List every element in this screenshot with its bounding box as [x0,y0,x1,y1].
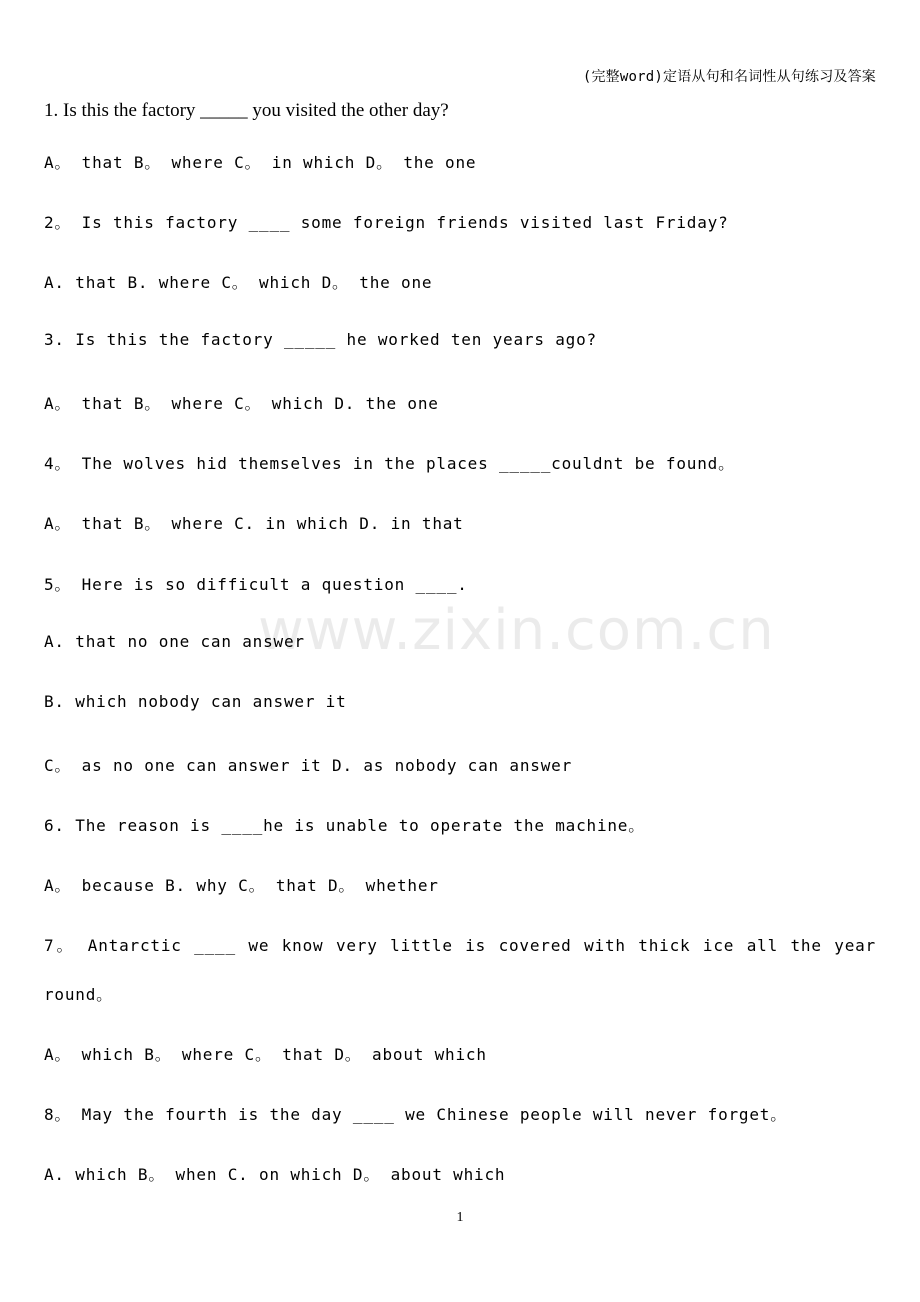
question-7-options: A。 which B。 where C。 that D。 about which [44,1045,487,1064]
question-4-options: A。 that B。 where C. in which D. in that [44,514,464,533]
question-6: 6. The reason is ____he is unable to operate the machine。 [44,816,646,835]
question-1-options: A。 that B。 where C。 in which D。 the one [44,153,477,172]
watermark: www.zixin.com.cn [258,598,775,663]
question-2-options: A. that B. where C。 which D。 the one [44,273,433,292]
question-3-options: A。 that B。 where C。 which D. the one [44,394,439,413]
question-3: 3. Is this the factory _____ he worked ten years ago? [44,330,597,349]
question-1: 1. Is this the factory _____ you visited the other day? [44,100,449,121]
question-5-options-cd: C。 as no one can answer it D. as nobody can answer [44,756,573,775]
question-7-continued: round。 [44,985,113,1004]
document-header: (完整word)定语从句和名词性从句练习及答案 [582,69,876,85]
question-8-options: A. which B。 when C. on which D。 about which [44,1165,506,1184]
question-5-option-a: A. that no one can answer [44,632,305,651]
question-7: 7。 Antarctic ____ we know very little is covered with thick ice all the year [44,936,876,955]
question-5-option-b: B. which nobody can answer it [44,692,347,711]
question-4: 4。 The wolves hid themselves in the places _____couldnt be found。 [44,454,735,473]
page-number: 1 [456,1210,464,1225]
question-8: 8。 May the fourth is the day ____ we Chinese people will never forget。 [44,1105,788,1124]
question-2: 2。 Is this factory ____ some foreign friends visited last Friday? [44,213,729,232]
question-5: 5。 Here is so difficult a question ____. [44,575,468,594]
question-6-options: A。 because B. why C。 that D。 whether [44,876,439,895]
